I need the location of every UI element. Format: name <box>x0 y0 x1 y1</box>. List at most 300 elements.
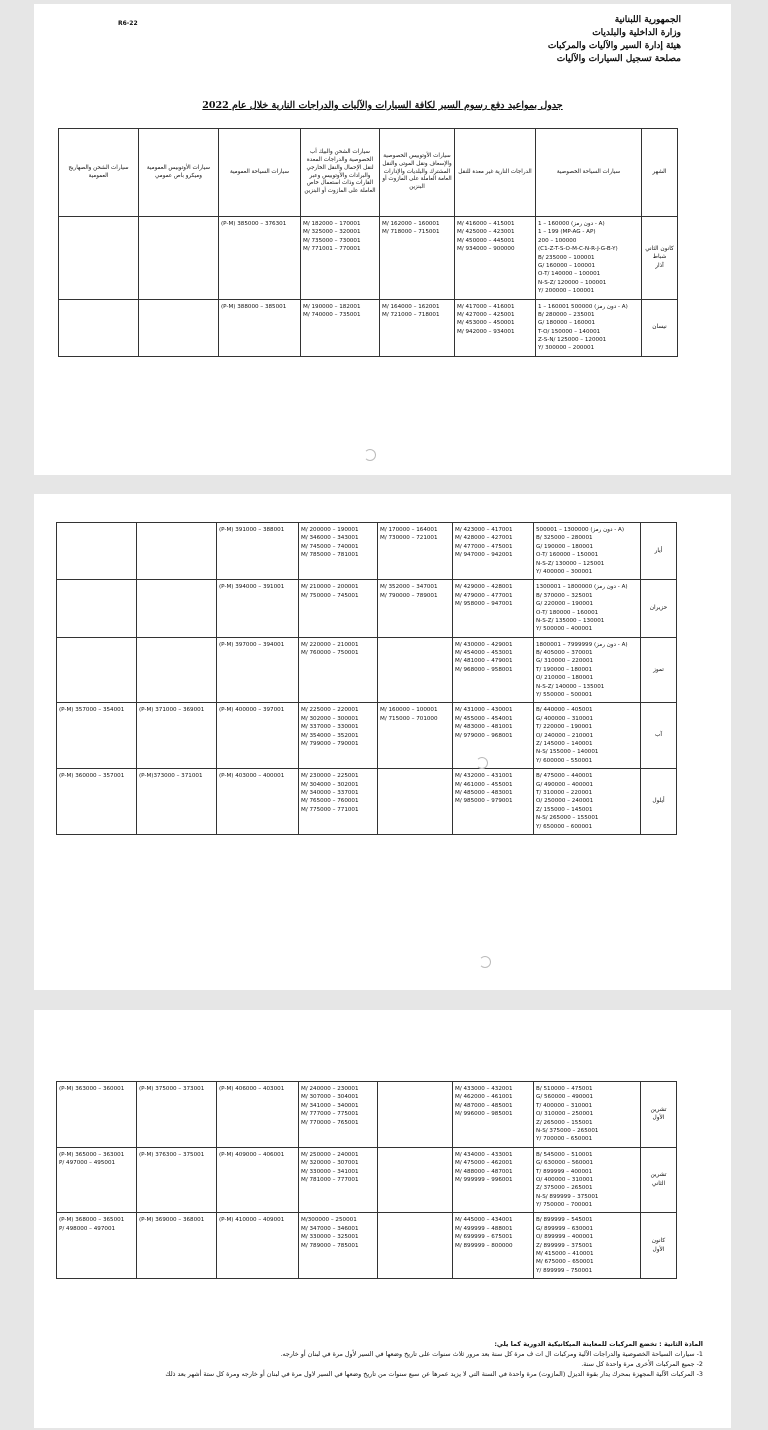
table-row <box>57 1147 677 1213</box>
range-line: Y/ 899999 – 750001 <box>536 1267 593 1274</box>
public-trucks-cell <box>57 1147 137 1213</box>
motorcycles-cell <box>453 769 534 835</box>
range-line: (C1-Z-T-S-O-M-C-N-R-J-G-B-Y) <box>538 246 618 253</box>
range-line: M/ 958000 – 947001 <box>455 601 513 608</box>
range-line: M/ 740000 – 735001 <box>303 311 361 318</box>
range-line: (P-M) 369000 – 368001 <box>139 1217 205 1224</box>
range-line: N-S-Z/ 140000 – 135001 <box>536 683 605 690</box>
range-line: B/ 899999 – 545001 <box>536 1217 593 1224</box>
range-line: M/ 781000 – 777001 <box>301 1176 359 1183</box>
range-line: M/ 354000 – 352001 <box>301 732 359 739</box>
range-line: G/ 899999 – 630001 <box>536 1225 594 1232</box>
range-line: M/ 947000 – 942001 <box>455 552 513 559</box>
table-row <box>59 299 678 356</box>
range-line: M/ 475000 – 462001 <box>455 1160 513 1167</box>
private-buses-cell <box>378 769 453 835</box>
document-title: جدول بمواعيد دفع رسوم السير لكافة السيارات والآليات والدراجات النارية خلال عام 2022 <box>202 100 563 111</box>
page-marker-icon <box>479 956 491 968</box>
motorcycles-cell <box>453 1082 534 1148</box>
range-line: M/ 934000 – 900000 <box>457 246 515 253</box>
motorcycles-cell <box>453 523 534 580</box>
range-line: G/ 310000 – 220001 <box>536 658 594 665</box>
range-line: Z/ 899999 – 375001 <box>536 1242 593 1249</box>
range-line: Y/ 400000 – 300001 <box>536 568 593 575</box>
range-line: M/ 942000 – 934001 <box>457 328 515 335</box>
month-label: تشرين <box>650 1106 667 1113</box>
public-taxis-cell <box>217 769 299 835</box>
range-line: M/ 790000 – 789001 <box>380 592 438 599</box>
range-line: Y/ 750000 – 700001 <box>536 1202 593 1209</box>
private-trucks-cell <box>301 299 380 356</box>
range-line: G/ 180000 – 160001 <box>538 320 596 327</box>
range-line: M/ 302000 – 300001 <box>301 715 359 722</box>
range-line: M/ 499999 – 488001 <box>455 1225 513 1232</box>
public-trucks-cell <box>57 580 137 637</box>
private-cars-cell <box>536 217 642 300</box>
range-line: M/ 483000 – 481001 <box>455 724 513 731</box>
private-buses-cell <box>378 523 453 580</box>
range-line: O/ 250000 – 240001 <box>536 798 594 805</box>
column-header-private-trucks: سيارات الشحن والبيك أب الخصوصية والدراجات المعدة لنقل الإحمال والنقل الخارجي والبرادات والأوتوبيس وعبر القارات وذات استعمال خاص العاملة على المازوت أو البنزين <box>301 129 380 217</box>
range-line: (P-M)373000 – 371001 <box>139 773 203 780</box>
motorcycles-cell <box>455 217 536 300</box>
note-item: 2- جميع المركبات الأخرى مرة واحدة كل سنة. <box>581 1360 703 1368</box>
private-buses-cell <box>378 1082 453 1148</box>
month-label: تشرين <box>650 1172 667 1179</box>
range-line: B/ 440000 – 405001 <box>536 707 593 714</box>
range-line: M/ 307000 – 304001 <box>301 1094 359 1101</box>
ministry-header <box>548 14 681 66</box>
private-buses-cell <box>378 1147 453 1213</box>
public-trucks-cell <box>59 299 139 356</box>
private-trucks-cell <box>299 637 378 703</box>
public-buses-cell <box>137 637 217 703</box>
private-trucks-cell <box>299 703 378 769</box>
public-buses-cell <box>137 1147 217 1213</box>
private-trucks-cell <box>299 769 378 835</box>
public-taxis-cell <box>217 703 299 769</box>
column-header-private-buses: سيارات الأوتوبيس الخصوصية والإسعاف ونقل الموتى والنقل المشترك والبلديات والإدارات العامة العاملة على المازوت أو البنزين <box>380 129 455 217</box>
motorcycles-cell <box>453 703 534 769</box>
header-line: الجمهورية اللبنانية <box>614 15 681 25</box>
range-line: (P-M) 375000 – 373001 <box>139 1086 205 1092</box>
month-label: الأول <box>652 1115 665 1122</box>
private-trucks-cell <box>301 217 380 300</box>
public-buses-cell <box>139 217 219 300</box>
range-line: (P-M) 357000 – 354001 <box>59 707 125 714</box>
range-line: M/ 775000 – 771001 <box>301 806 359 813</box>
range-line: M/ 721000 – 718001 <box>382 311 440 318</box>
range-line: M/ 760000 – 750001 <box>301 650 359 657</box>
inspection-notes <box>60 1339 703 1379</box>
range-line: M/ 770000 – 765001 <box>301 1119 359 1126</box>
range-line: Y/ 300000 – 200001 <box>538 345 595 352</box>
range-line: B/ 370000 – 325001 <box>536 592 593 599</box>
range-line: (P-M) 409000 – 406001 <box>219 1151 285 1158</box>
range-line: (P-M) 368000 – 365001 <box>59 1217 125 1224</box>
range-line: (P-M) 397000 – 394001 <box>219 641 285 648</box>
motorcycles-cell <box>453 637 534 703</box>
range-line: T/ 190000 – 180001 <box>536 666 593 673</box>
month-cell <box>641 1147 677 1213</box>
public-taxis-cell <box>217 1213 299 1279</box>
range-line: M/ 250000 – 240001 <box>301 1151 359 1158</box>
month-label: آذار <box>655 263 664 270</box>
range-line: 1 – 160001 500000 (دون رمز - A) <box>538 303 628 310</box>
document-page-2 <box>34 494 731 990</box>
month-cell <box>641 1213 677 1279</box>
range-line: M/ 999999 – 996001 <box>455 1176 513 1183</box>
document-page-3 <box>34 1010 731 1428</box>
range-line: M/ 434000 – 433001 <box>455 1151 513 1158</box>
private-cars-cell <box>534 1213 641 1279</box>
notes-heading: المادة الثانية : تخضع المركبات للمعاينة الميكانيكية الدورية كما يلي: <box>494 1340 703 1348</box>
range-line: T/ 310000 – 220001 <box>536 789 593 796</box>
private-buses-cell <box>380 299 455 356</box>
range-line: M/ 415000 – 410001 <box>536 1251 594 1258</box>
range-line: M/ 745000 – 740001 <box>301 543 359 550</box>
month-label: حزيران <box>649 605 668 612</box>
private-cars-cell <box>534 703 641 769</box>
range-line: B/ 510000 – 475001 <box>536 1086 593 1092</box>
private-cars-cell <box>534 1082 641 1148</box>
range-line: (P-M) 403000 – 400001 <box>219 773 285 780</box>
range-line: B/ 280000 – 235001 <box>538 311 595 318</box>
range-line: Y/ 600000 – 550001 <box>536 757 593 764</box>
table-row <box>57 637 677 703</box>
range-line: M/ 431000 – 430001 <box>455 707 513 714</box>
range-line: M/ 427000 – 425001 <box>457 311 515 318</box>
range-line: P/ 497000 – 495001 <box>59 1160 116 1167</box>
public-buses-cell <box>137 703 217 769</box>
range-line: B/ 235000 – 100001 <box>538 254 595 261</box>
private-trucks-cell <box>299 1147 378 1213</box>
range-line: (P-M) 365000 – 363001 <box>59 1151 125 1158</box>
range-line: M/ 454000 – 453001 <box>455 650 513 657</box>
range-line: M/ 425000 – 423001 <box>457 229 515 236</box>
range-line: G/ 220000 – 190001 <box>536 601 594 608</box>
range-line: T/ 220000 – 190001 <box>536 724 593 731</box>
table-row <box>57 523 677 580</box>
private-buses-cell <box>378 580 453 637</box>
month-label: آب <box>654 732 663 739</box>
public-buses-cell <box>137 580 217 637</box>
private-trucks-cell <box>299 580 378 637</box>
range-line: M/ 699999 – 675001 <box>455 1234 513 1241</box>
header-line: هيئة إدارة السير والآليات والمركبات <box>547 41 681 51</box>
range-line: M/ 899999 – 800000 <box>455 1242 513 1249</box>
range-line: (P-M) 371000 – 369001 <box>139 707 205 714</box>
column-header-private-cars: سيارات السياحة الخصوصية <box>536 129 642 217</box>
private-cars-cell <box>534 580 641 637</box>
range-line: 1 – 160000 (دون رمز - A) <box>538 221 605 227</box>
form-code: R6-22 <box>118 20 138 27</box>
range-line: M/ 320000 – 307001 <box>301 1160 359 1167</box>
range-line: M/ 330000 – 325001 <box>301 1234 359 1241</box>
table-row <box>57 703 677 769</box>
range-line: T/ 899999 – 400001 <box>536 1168 593 1175</box>
private-cars-cell <box>536 299 642 356</box>
range-line: M/ 433000 – 432001 <box>455 1086 513 1092</box>
range-line: N-S/ 265000 – 155001 <box>536 815 599 822</box>
public-trucks-cell <box>57 1082 137 1148</box>
range-line: (P-M) 394000 – 391001 <box>219 584 285 591</box>
month-label: أيار <box>654 547 663 554</box>
month-cell <box>641 580 677 637</box>
range-line: (P-M) 385000 – 376301 <box>221 221 287 227</box>
note-item: 1- سيارات السياحة الخصوصية والدراجات الآلية ومركبات ال ات ف مرة كل سنة بعد مرور ثلاث سنوات على تاريخ وضعها في السير لأول مرة في لبنان أو خارجه. <box>280 1350 703 1358</box>
range-line: O/ 310000 – 250001 <box>536 1111 594 1118</box>
fees-schedule-table-part-1 <box>58 128 678 357</box>
month-cell <box>642 217 678 300</box>
range-line: M/ 979000 – 968001 <box>455 732 513 739</box>
month-label: شباط <box>652 254 667 261</box>
range-line: M/ 479000 – 477001 <box>455 592 513 599</box>
month-cell <box>641 769 677 835</box>
public-trucks-cell <box>59 217 139 300</box>
range-line: M/ 789000 – 785001 <box>301 1242 359 1249</box>
range-line: M/ 461000 – 455001 <box>455 781 513 788</box>
private-cars-cell <box>534 637 641 703</box>
range-line: Z/ 155000 – 145001 <box>536 806 593 813</box>
range-line: M/ 225000 – 220001 <box>301 707 359 714</box>
public-trucks-cell <box>57 769 137 835</box>
public-taxis-cell <box>219 217 301 300</box>
public-buses-cell <box>137 1082 217 1148</box>
range-line: B/ 325000 – 280001 <box>536 535 593 542</box>
range-line: (P-M) 360000 – 357001 <box>59 773 125 780</box>
range-line: M/ 340000 – 337001 <box>301 789 359 796</box>
range-line: G/ 400000 – 310001 <box>536 715 594 722</box>
range-line: M/ 417000 – 416001 <box>457 303 515 310</box>
private-trucks-cell <box>299 1082 378 1148</box>
range-line: O/ 400000 – 310001 <box>536 1176 594 1183</box>
range-line: T/ 400000 – 310001 <box>536 1102 593 1109</box>
range-line: 1 – 199 (MP-AG - AP) <box>538 229 596 236</box>
month-label: الأول <box>652 1246 665 1253</box>
range-line: M/ 445000 – 434001 <box>455 1217 513 1224</box>
column-header-public-buses: سيارات الأوتوبيس العمومية وميكرو باص عمومي <box>139 129 219 217</box>
month-label: نيسان <box>652 324 667 331</box>
public-buses-cell <box>137 523 217 580</box>
public-taxis-cell <box>217 580 299 637</box>
column-header-public-taxis: سيارات السياحة العمومية <box>219 129 301 217</box>
range-line: M/ 210000 – 200001 <box>301 584 359 591</box>
range-line: O-T/ 180000 – 160001 <box>536 609 599 616</box>
range-line: M/ 785000 – 781001 <box>301 552 359 559</box>
public-trucks-cell <box>57 637 137 703</box>
note-item: 3- المركبات الآلية المجهزة بمحرك يدار بقوة الديزل (المازوت) مرة واحدة في السنة التي لا يزيد عمرها عن سبع سنوات من تاريخ وضعها في السير لاول مرة في لبنان أو خارجه ومرة كل ستة أشهر بعد ذلك <box>165 1370 703 1378</box>
fees-schedule-table-part-3 <box>56 1081 677 1279</box>
private-buses-cell <box>378 703 453 769</box>
range-line: M/ 429000 – 428001 <box>455 584 513 591</box>
range-line: M/ 352000 – 347001 <box>380 584 438 591</box>
document-page-1 <box>34 4 731 475</box>
range-line: Z/ 375000 – 265001 <box>536 1185 593 1192</box>
range-line: N-S-Z/ 120000 – 100001 <box>538 279 607 286</box>
range-line: M/ 304000 – 302001 <box>301 781 359 788</box>
range-line: M/ 477000 – 475001 <box>455 543 513 550</box>
range-line: M/ 462000 – 461001 <box>455 1094 513 1101</box>
range-line: M/ 423000 – 417001 <box>455 527 513 533</box>
range-line: Y/ 550000 – 500001 <box>536 692 593 699</box>
header-line: مصلحة تسجيل السيارات والآليات <box>556 54 681 64</box>
range-line: N-S/ 375000 – 265001 <box>536 1127 599 1134</box>
range-line: M/ 455000 – 454001 <box>455 715 513 722</box>
range-line: G/ 190000 – 180001 <box>536 543 594 550</box>
month-label: الثاني <box>651 1181 666 1188</box>
column-header-month: الشهر <box>642 129 678 217</box>
public-buses-cell <box>137 1213 217 1279</box>
range-line: B/ 405000 – 370001 <box>536 650 593 657</box>
month-label: كانون الثاني <box>645 245 674 252</box>
public-taxis-cell <box>217 523 299 580</box>
range-line: N-S/ 155000 – 140001 <box>536 749 599 756</box>
table-row <box>57 580 677 637</box>
range-line: M/ 771001 – 770001 <box>303 246 361 253</box>
private-buses-cell <box>380 217 455 300</box>
page-marker-icon <box>364 449 376 461</box>
range-line: (P-M) 391000 – 388001 <box>219 527 285 533</box>
private-buses-cell <box>378 637 453 703</box>
range-line: M/ 985000 – 979001 <box>455 798 513 805</box>
range-line: M/ 220000 – 210001 <box>301 641 359 648</box>
motorcycles-cell <box>453 580 534 637</box>
table-row <box>57 1213 677 1279</box>
range-line: (P-M) 410000 – 409001 <box>219 1217 285 1224</box>
range-line: M/ 190000 – 182001 <box>303 303 361 310</box>
public-trucks-cell <box>57 703 137 769</box>
range-line: B/ 475000 – 440001 <box>536 773 593 780</box>
table-header-row <box>59 129 678 217</box>
public-trucks-cell <box>57 1213 137 1279</box>
public-buses-cell <box>137 769 217 835</box>
range-line: M/ 481000 – 479001 <box>455 658 513 665</box>
range-line: O-T/ 160000 – 150001 <box>536 552 599 559</box>
month-label: أيلول <box>652 798 665 805</box>
range-line: M/ 170000 – 164001 <box>380 527 438 533</box>
range-line: Z/ 265000 – 155001 <box>536 1119 593 1126</box>
range-line: M/ 968000 – 958001 <box>455 666 513 673</box>
range-line: (P-M) 388000 – 385001 <box>221 303 287 310</box>
range-line: M/ 799000 – 790001 <box>301 740 359 747</box>
range-line: M/300000 – 250001 <box>301 1217 357 1224</box>
range-line: M/ 337000 – 330001 <box>301 724 359 731</box>
range-line: M/ 487000 – 485001 <box>455 1102 513 1109</box>
range-line: M/ 240000 – 230001 <box>301 1086 359 1092</box>
table-row <box>59 217 678 300</box>
private-cars-cell <box>534 769 641 835</box>
motorcycles-cell <box>455 299 536 356</box>
public-buses-cell <box>139 299 219 356</box>
private-cars-cell <box>534 523 641 580</box>
range-line: M/ 160000 – 100001 <box>380 707 438 714</box>
range-line: M/ 777000 – 775001 <box>301 1111 359 1118</box>
private-buses-cell <box>378 1213 453 1279</box>
range-line: N-S-Z/ 130000 – 125001 <box>536 560 605 567</box>
range-line: Z/ 145000 – 140001 <box>536 740 593 747</box>
range-line: 200 – 100000 <box>538 237 577 244</box>
range-line: M/ 162000 – 160001 <box>382 221 440 227</box>
range-line: G/ 160000 – 100001 <box>538 262 596 269</box>
motorcycles-cell <box>453 1213 534 1279</box>
range-line: G/ 560000 – 490001 <box>536 1094 594 1101</box>
range-line: Y/ 700000 – 650001 <box>536 1136 593 1143</box>
public-taxis-cell <box>217 637 299 703</box>
range-line: M/ 164000 – 162001 <box>382 303 440 310</box>
range-line: T-O/ 150000 – 140001 <box>538 328 601 335</box>
range-line: M/ 430000 – 429001 <box>455 641 513 648</box>
range-line: M/ 200000 – 190001 <box>301 527 359 533</box>
range-line: Y/ 200000 – 100001 <box>538 288 595 295</box>
range-line: N-S/ 899999 – 375001 <box>536 1193 599 1200</box>
range-line: P/ 498000 – 497001 <box>59 1225 116 1232</box>
header-line: وزارة الداخلية والبلديات <box>592 28 681 38</box>
range-line: Z-S-N/ 125000 – 120001 <box>538 337 607 344</box>
range-line: O/ 210000 – 180001 <box>536 675 594 682</box>
column-header-motorcycles: الدراجات النارية غير معدة للنقل <box>455 129 536 217</box>
range-line: M/ 750000 – 745001 <box>301 592 359 599</box>
month-cell <box>642 299 678 356</box>
public-taxis-cell <box>217 1082 299 1148</box>
month-label: تموز <box>653 666 664 673</box>
range-line: 500001 – 1300000 (دون رمز - A) <box>536 527 625 533</box>
public-taxis-cell <box>219 299 301 356</box>
range-line: M/ 735000 – 730001 <box>303 237 361 244</box>
private-trucks-cell <box>299 1213 378 1279</box>
range-line: M/ 346000 – 343001 <box>301 535 359 542</box>
range-line: (P-M) 400000 – 397001 <box>219 707 285 714</box>
range-line: M/ 765000 – 760001 <box>301 798 359 805</box>
month-cell <box>641 637 677 703</box>
range-line: M/ 718000 – 715001 <box>382 229 440 236</box>
column-header-public-trucks: سيارات الشحن والصهاريج العمومية <box>59 129 139 217</box>
month-cell <box>641 523 677 580</box>
motorcycles-cell <box>453 1147 534 1213</box>
page-marker-icon <box>476 757 488 769</box>
range-line: N-S-Z/ 135000 – 130001 <box>536 617 605 624</box>
range-line: M/ 341000 – 340001 <box>301 1102 359 1109</box>
range-line: O/ 240000 – 210001 <box>536 732 594 739</box>
range-line: M/ 182000 – 170001 <box>303 221 361 227</box>
range-line: M/ 450000 – 445001 <box>457 237 515 244</box>
range-line: M/ 416000 – 415001 <box>457 221 515 227</box>
range-line: G/ 630000 – 560001 <box>536 1160 594 1167</box>
range-line: M/ 428000 – 427001 <box>455 535 513 542</box>
range-line: M/ 325000 – 320001 <box>303 229 361 236</box>
range-line: (P-M) 376300 – 375001 <box>139 1151 205 1158</box>
range-line: M/ 488000 – 487001 <box>455 1168 513 1175</box>
range-line: M/ 715000 – 701000 <box>380 715 438 722</box>
range-line: M/ 230000 – 225001 <box>301 773 359 780</box>
range-line: M/ 330000 – 341001 <box>301 1168 359 1175</box>
month-cell <box>641 703 677 769</box>
range-line: 1800001 – 7999999 (دون رمز - A) <box>536 641 628 648</box>
month-cell <box>641 1082 677 1148</box>
range-line: M/ 347000 – 346001 <box>301 1225 359 1232</box>
range-line: O-T/ 140000 – 100001 <box>538 271 601 278</box>
private-trucks-cell <box>299 523 378 580</box>
range-line: M/ 485000 – 483001 <box>455 789 513 796</box>
range-line: M/ 453000 – 450001 <box>457 320 515 327</box>
public-trucks-cell <box>57 523 137 580</box>
range-line: (P-M) 406000 – 403001 <box>219 1086 285 1092</box>
range-line: M/ 730000 – 721001 <box>380 535 438 542</box>
range-line: B/ 545000 – 510001 <box>536 1151 593 1158</box>
range-line: M/ 996000 – 985001 <box>455 1111 513 1118</box>
range-line: G/ 490000 – 400001 <box>536 781 594 788</box>
range-line: Y/ 650000 – 600001 <box>536 823 593 830</box>
